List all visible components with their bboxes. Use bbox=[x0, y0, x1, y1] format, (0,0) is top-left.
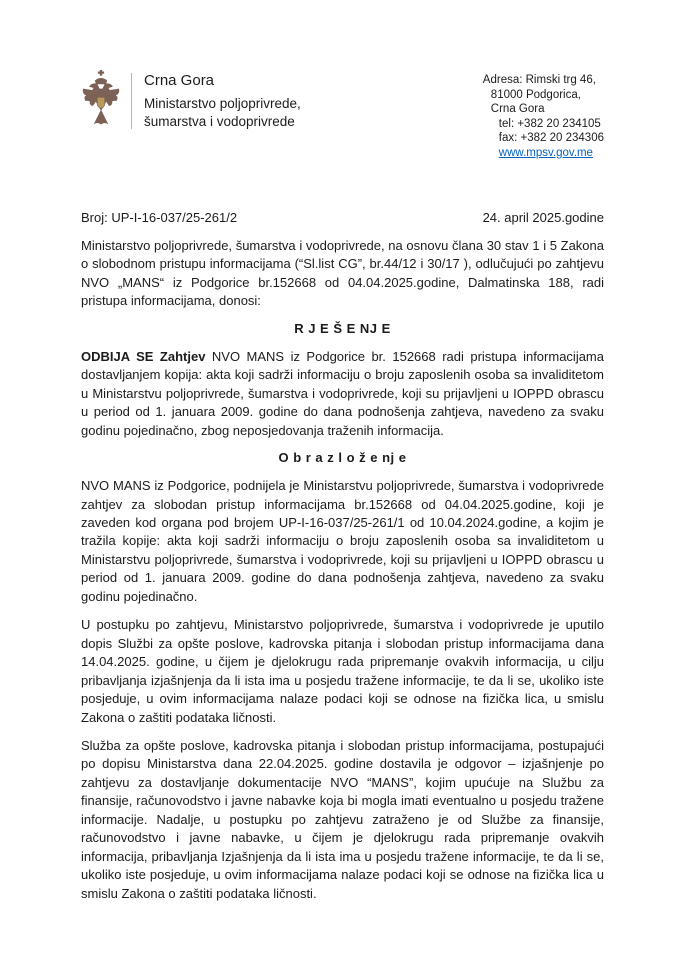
ministry-name-block bbox=[144, 72, 301, 130]
fax-line: fax: +382 20 234306 bbox=[498, 132, 604, 144]
ministry-name-line: Ministarstvo poljoprivrede, bbox=[144, 96, 301, 111]
country-name: Crna Gora bbox=[144, 72, 215, 89]
ministry-name-line: šumarstva i vodoprivrede bbox=[144, 113, 295, 129]
explanation-paragraph: Služba za opšte poslove, kadrovska pitanja i slobodan pristup informacijama, postupajući po dopisu Ministarstva dana 22.04.2025. godine dostavila je odgovor – izjašnjenje po zahtjevu za dostavljanje dokumentacije NVO “MANS”, kojim upućuje na Službu za finansije, računovodstvo i javne nabavke koja bi mogla imati eventualno u posjedu tražene informacije. Nadalje, u postupku po zahtjevu zatraženo je od Službe za finansije, računovodstvo i javne nabavke, u čijem je djelokrugu rada pripremanje ovakvih informacija, pribavljanja Izjašnjenja da li ista ima u posjedu tražene informacije, te da li se, ukoliko iste posjeduje, u ovim informacijama nalaze podaci koji se odnose na fizička lica u smislu Zakona o zaštiti podataka ličnosti. bbox=[81, 737, 604, 901]
intro-paragraph: Ministarstvo poljoprivrede, šumarstva i vodoprivrede, na osnovu člana 30 stav 1 i 5 Zakona o slobodnom pristupu informacijama (“Sl.list CG”, br.44/12 i 30/17 ), odlučujući po zahtjevu NVO „MANS“ iz Podgorice br.152668 od 04.04.2025.godine, Dalmatinska 188, radi pristupa informacijama, donosi: bbox=[81, 238, 604, 309]
address-line: Adresa: Rimski trg 46, bbox=[482, 74, 596, 86]
ministry-brand bbox=[81, 70, 301, 132]
explanation-paragraph: NVO MANS iz Podgorice, podnijela je Ministarstvu poljoprivrede, šumarstva i vodoprivrede zahtjev za slobodan pristup informacijama br.152668 od 04.04.2025.godine, koji je zaveden kod organa pod brojem UP-I-16-037/25-261/1 od 10.04.2024.godine, a kojim je tražila kopije: akta koji sadrži informaciju o broju zaposlenih osoba sa invaliditetom u Ministarstvu poljoprivrede, šumarstva i vodoprivrede, koji su prijavljeni u IOPPD obrascu u period od 1. januara 2009. godine do dana podnošenja zahtjeva, navedeno za svaku godinu pojedinačno. bbox=[81, 478, 604, 604]
letterhead-divider bbox=[131, 73, 132, 129]
explanation-paragraph: U postupku po zahtjevu, Ministarstvo poljoprivrede, šumarstva i vodoprivrede je uputilo dopis Službi za opšte poslove, kadrovska pitanja i slobodan pristup informacijama dana 14.04.2025. godine, u čijem je djelokrugu rada pripremanje ovakvih informacija, u cilju pribavljanja izjašnjenja da li ista ima u posjedu tražene informacije, te da li se, ukoliko iste posjeduje, u ovim informacijama nalaze podaci koji se odnose na fizička lica, u smislu Zakona o zaštiti podataka ličnosti. bbox=[81, 617, 604, 725]
contact-block bbox=[483, 70, 604, 160]
explanation-heading: O b r a z l o ž e nj e bbox=[278, 450, 407, 466]
decision-lead: ODBIJA SE Zahtjev bbox=[81, 348, 206, 364]
reference-row bbox=[81, 210, 604, 225]
decision-heading: R J E Š E NJ E bbox=[294, 320, 391, 336]
address-line: Crna Gora bbox=[490, 103, 545, 115]
letterhead bbox=[81, 70, 604, 160]
montenegro-coat-of-arms-icon bbox=[81, 70, 121, 132]
decision-body: NVO MANS iz Podgorice br. 152668 radi pristupa informacijama dostavljanjem kopija: akta koji sadrži informaciju o broju zaposlenih osoba sa invaliditetom u Ministarstvu poljoprivrede, šumarstva i vodoprivrede, koji su prijavljeni u IOPPD obrascu u period od 1. januara 2009. godine do dana podnošenja zahtjeva, navedeno za svaku godinu pojedinačno, zbog neposjedovanja traženih informacija. bbox=[81, 348, 604, 438]
address-line: 81000 Podgorica, bbox=[490, 88, 581, 101]
phone-line: tel: +382 20 234105 bbox=[498, 117, 601, 130]
decision-paragraph bbox=[81, 348, 604, 440]
document-number: Broj: UP-I-16-037/25-261/2 bbox=[81, 210, 238, 225]
website-link[interactable]: www.mpsv.gov.me bbox=[498, 146, 593, 159]
document-date: 24. april 2025.godine bbox=[482, 210, 604, 225]
